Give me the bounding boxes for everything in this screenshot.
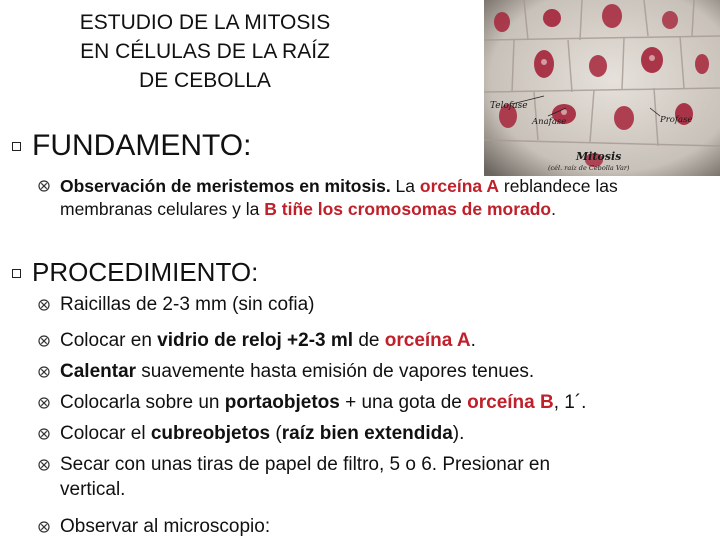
circled-cross-bullet-icon	[38, 335, 50, 347]
label-telofase: Telofase	[490, 101, 528, 111]
heading-procedimiento: PROCEDIMIENTO:	[32, 257, 259, 287]
step-6	[60, 452, 700, 502]
heading-fundamento: FUNDAMENTO:	[32, 129, 252, 162]
step-3-text-b: suavemente hasta emisión de vapores tenues.	[136, 361, 535, 382]
step-4-text-a: Colocarla sobre un	[60, 392, 225, 413]
step-4-text-c: + una gota de	[339, 392, 468, 413]
circled-cross-bullet-icon	[38, 459, 50, 471]
title-line-3: DE CEBOLLA	[139, 69, 271, 92]
step-5-text-c: (	[270, 423, 282, 444]
step-2-text-a: Colocar en	[60, 330, 158, 351]
step-3-text-a: Calentar	[60, 361, 137, 382]
step-2	[60, 328, 700, 353]
circled-cross-bullet-icon	[38, 366, 50, 378]
step-2-text-b: vidrio de reloj +2-3 ml	[157, 330, 354, 351]
fundamento-text-5: B tiñe los cromosomas de morado	[264, 199, 552, 219]
step-2-text-c: de	[353, 330, 385, 351]
circled-cross-bullet-icon	[38, 521, 50, 533]
fundamento-text-2: La	[390, 176, 420, 196]
hollow-square-bullet-icon	[12, 269, 21, 278]
label-anafase: Anafase	[532, 117, 567, 127]
hollow-square-bullet-icon	[12, 142, 21, 151]
fundamento-text-3: orceína A	[419, 176, 499, 196]
step-2-text-e: .	[470, 330, 476, 351]
step-4	[60, 390, 700, 415]
label-caption: (cél. raíz de Cebolla Var)	[548, 164, 630, 172]
step-4-text-e: , 1´.	[553, 392, 587, 413]
step-5-text-a: Colocar el	[60, 423, 151, 444]
step-4-text-d: orceína B	[467, 392, 554, 413]
step-6-line-2: vertical.	[60, 479, 126, 500]
title-line-2: EN CÉLULAS DE LA RAÍZ	[80, 40, 330, 63]
fundamento-paragraph	[60, 175, 700, 221]
circled-cross-bullet-icon	[38, 397, 50, 409]
title-line-1: ESTUDIO DE LA MITOSIS	[79, 11, 331, 34]
fundamento-text-4: reblandece las membranas celulares y la	[60, 176, 618, 219]
step-6-line-1: Secar con unas tiras de papel de filtro, 5 o 6. Presionar en	[60, 454, 551, 475]
step-1: Raicillas de 2-3 mm (sin cofia)	[60, 294, 315, 315]
step-2-text-d: orceína A	[384, 330, 471, 351]
fundamento-text-1: Observación de meristemos en mitosis.	[60, 176, 391, 196]
label-profase: Profase	[660, 115, 693, 125]
step-5-text-b: cubreobjetos	[150, 423, 271, 444]
circled-cross-bullet-icon	[38, 180, 50, 192]
step-3	[60, 359, 700, 384]
slide-title	[30, 8, 380, 95]
step-5-text-e: ).	[452, 423, 465, 444]
micrograph-image	[484, 0, 720, 176]
label-mitosis: Mitosis	[576, 150, 622, 163]
step-7: Observar al microscopio:	[60, 516, 271, 537]
step-4-text-b: portaobjetos	[224, 392, 340, 413]
fundamento-text-6: .	[551, 199, 556, 219]
circled-cross-bullet-icon	[38, 428, 50, 440]
step-5	[60, 421, 700, 446]
step-5-text-d: raíz bien extendida	[281, 423, 453, 444]
circled-cross-bullet-icon	[38, 299, 50, 311]
